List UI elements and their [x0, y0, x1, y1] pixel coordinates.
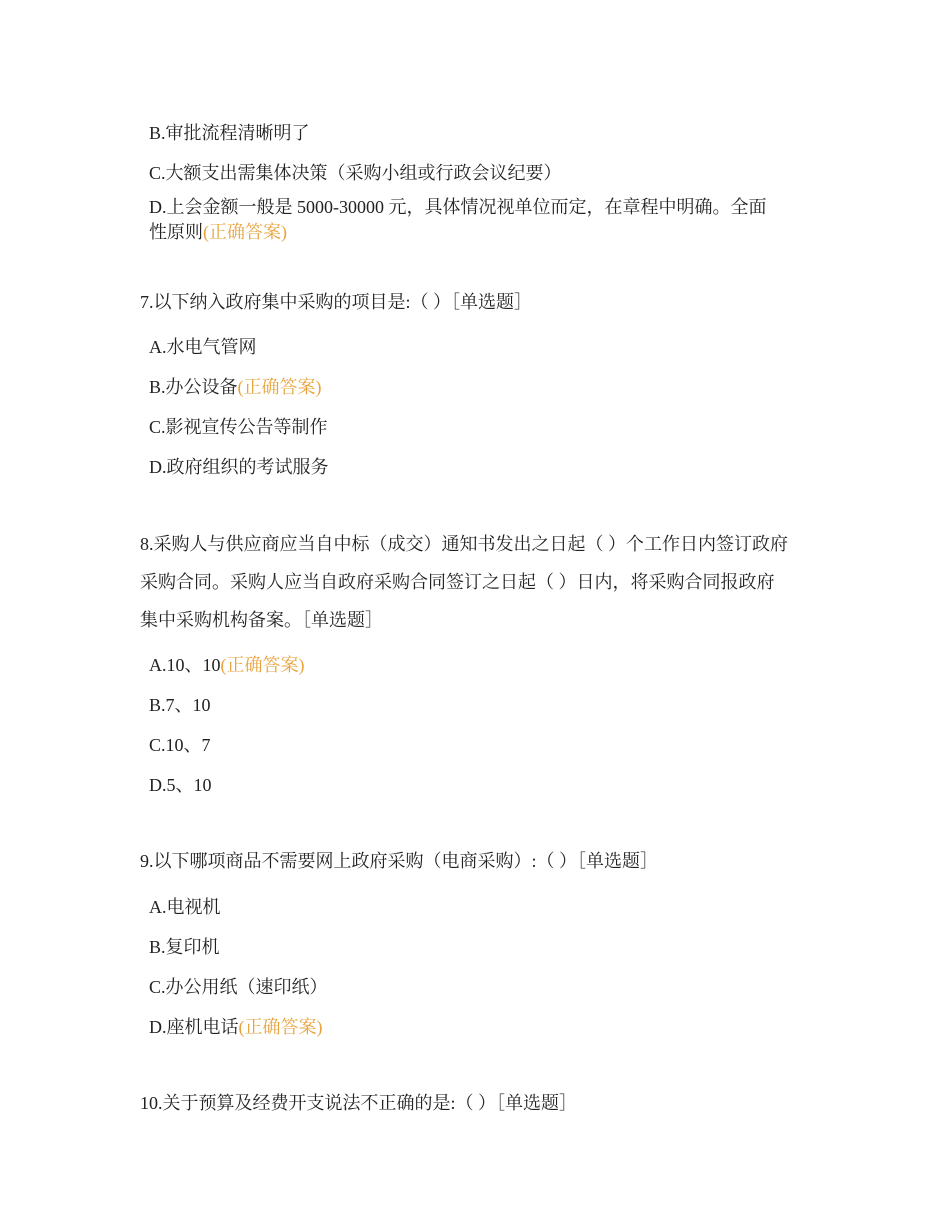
q6-option-d-line2: 性原则(正确答案): [149, 222, 287, 242]
q9-option-b: B.复印机: [149, 937, 220, 957]
q8-option-c: C.10、7: [149, 735, 211, 755]
q9-option-a: A.电视机: [149, 897, 221, 917]
q8-title-line1: 8.采购人与供应商应当自中标（成交）通知书发出之日起（ ）个工作日内签订政府: [140, 534, 788, 554]
correct-answer-mark: (正确答案): [220, 655, 305, 675]
q6-option-b: B.审批流程清晰明了: [149, 123, 310, 143]
q8-option-d: D.5、10: [149, 775, 212, 795]
q7-option-d: D.政府组织的考试服务: [149, 457, 329, 477]
q10-title: 10.关于预算及经费开支说法不正确的是:（ ）［单选题］: [140, 1093, 577, 1113]
correct-answer-mark: (正确答案): [238, 1017, 323, 1037]
q7-option-c: C.影视宣传公告等制作: [149, 417, 328, 437]
q9-option-d: D.座机电话(正确答案): [149, 1017, 323, 1037]
q8-option-a: A.10、10(正确答案): [149, 655, 305, 675]
q7-option-b: B.办公设备(正确答案): [149, 377, 322, 397]
q8-title-line2: 采购合同。采购人应当自政府采购合同签订之日起（ ）日内，将采购合同报政府: [140, 572, 775, 592]
q9-title: 9.以下哪项商品不需要网上政府采购（电商采购）:（ ）［单选题］: [140, 851, 658, 871]
correct-answer-mark: (正确答案): [237, 377, 322, 397]
q7-option-a: A.水电气管网: [149, 337, 257, 357]
q9-option-c: C.办公用纸（速印纸）: [149, 977, 328, 997]
q6-option-d-line1: D.上会金额一般是 5000-30000 元，具体情况视单位而定，在章程中明确。全面: [149, 197, 767, 217]
q8-option-b: B.7、10: [149, 695, 211, 715]
q8-title-line3: 集中采购机构备案。［单选题］: [140, 610, 383, 630]
q7-title: 7.以下纳入政府集中采购的项目是:（ ）［单选题］: [140, 292, 532, 312]
q6-option-c: C.大额支出需集体决策（采购小组或行政会议纪要）: [149, 163, 562, 183]
correct-answer-mark: (正确答案): [203, 222, 287, 242]
